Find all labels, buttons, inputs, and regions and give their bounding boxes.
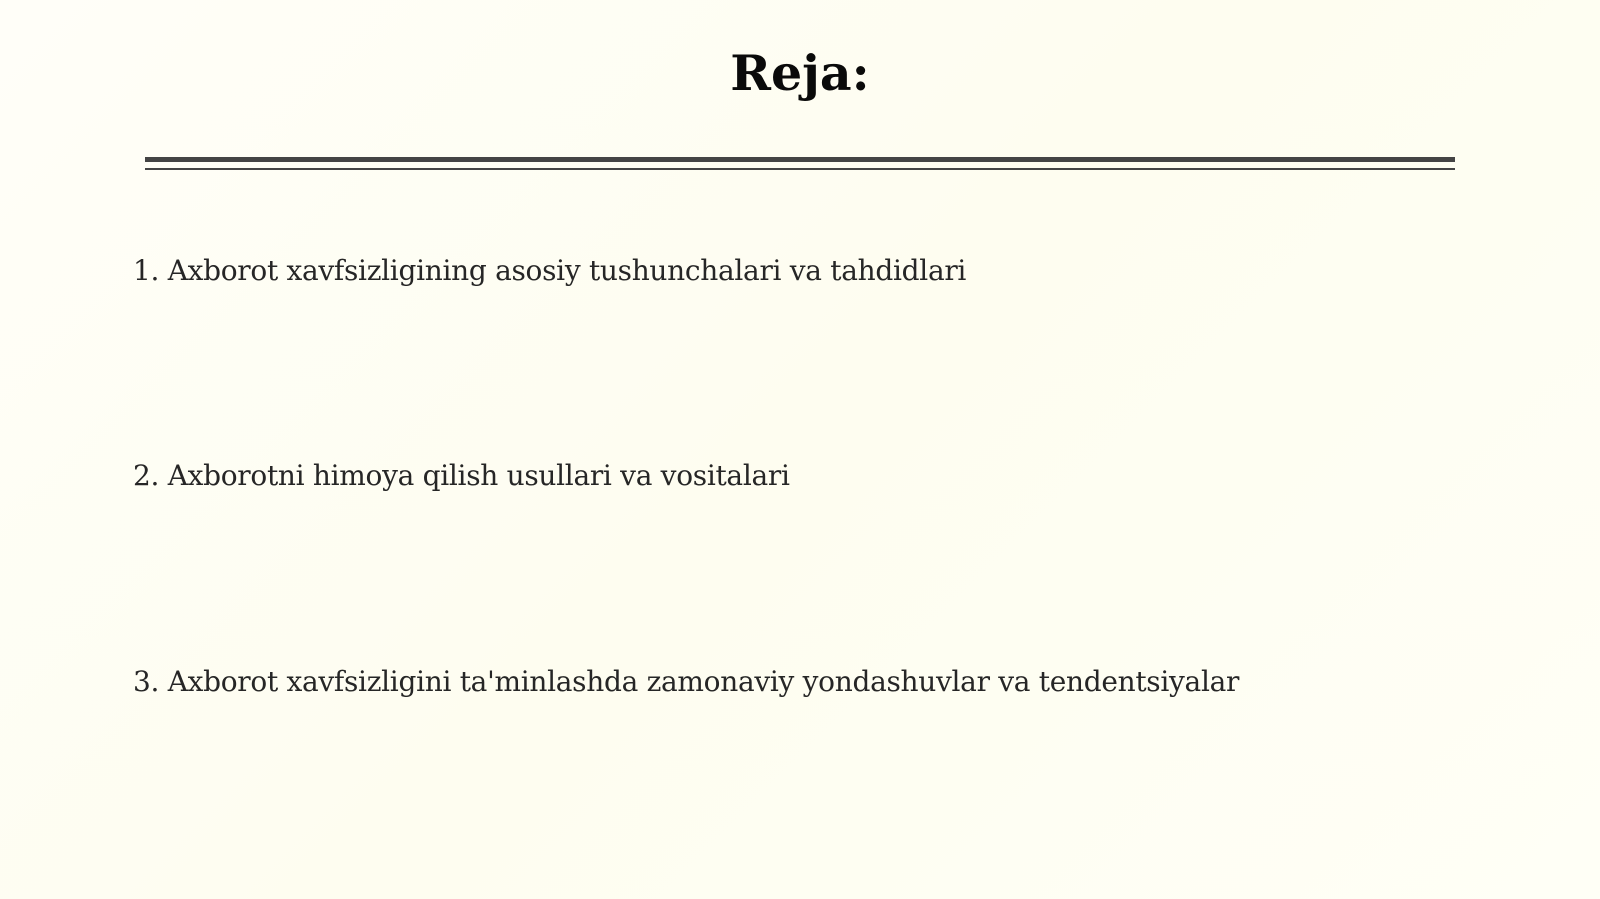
title-divider-thick	[145, 157, 1455, 162]
plan-item-2: 2. Axborotni himoya qilish usullari va vositalari	[133, 459, 790, 492]
title-divider-thin	[145, 168, 1455, 170]
plan-item-3: 3. Axborot xavfsizligini ta'minlashda zamonaviy yondashuvlar va tendentsiyalar	[133, 665, 1240, 698]
plan-item-1: 1. Axborot xavfsizligining asosiy tushunchalari va tahdidlari	[133, 254, 967, 287]
slide-title: Reja:	[730, 44, 870, 102]
